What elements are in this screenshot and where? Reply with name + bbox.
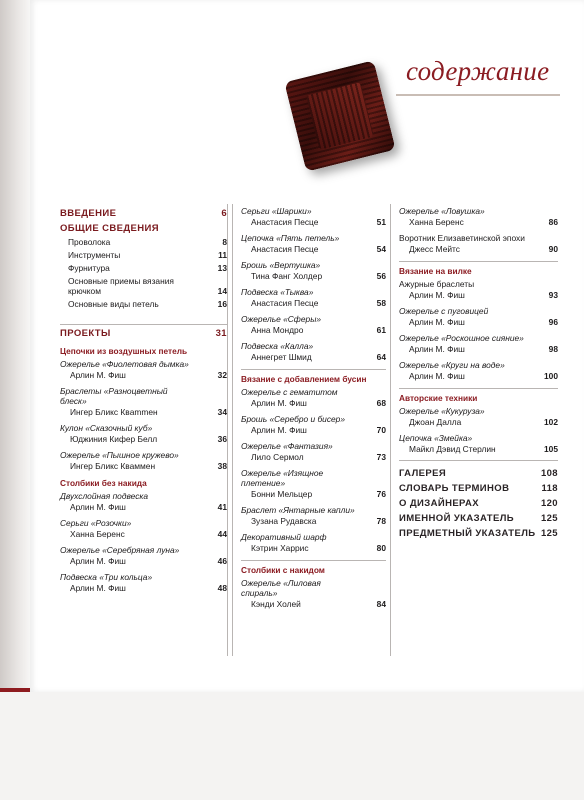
page-number: 90 [548, 244, 558, 254]
entry-author-row [251, 217, 386, 227]
entry-author-row [251, 425, 386, 435]
entry-author-row [409, 344, 558, 354]
entry-title: Брошь «Серебро и бисер» [241, 414, 345, 424]
entry-author: Арлин М. Фиш [70, 502, 126, 512]
entry-title: Браслет «Янтарные капли» [241, 505, 355, 515]
page-title: содержание [406, 56, 550, 86]
entry-author: Ханна Беренс [409, 217, 464, 227]
toc-entry[interactable] [60, 545, 227, 555]
entry-author: Ингер Бликс Кваммен [70, 461, 156, 471]
entry-author-row [251, 543, 386, 553]
entry-author: Арлин М. Фиш [409, 371, 465, 381]
toc-entry[interactable] [399, 360, 558, 370]
entry-author: Ингер Бликс Квammен [70, 407, 158, 417]
page-number: 120 [540, 498, 558, 509]
entry-title: Ожерелье «Круги на воде» [399, 360, 505, 370]
entry-author: Анастасия Песце [251, 217, 319, 227]
toc-entry[interactable] [60, 386, 227, 406]
column-divider [227, 204, 228, 656]
entry-title: Цепочка «Змейка» [399, 433, 473, 443]
toc-entry[interactable] [241, 532, 386, 542]
toc-entry[interactable] [241, 387, 386, 397]
toc-entry[interactable] [241, 441, 386, 451]
entry-author: Джоан Далла [409, 417, 462, 427]
entry-author: Юджиния Кифер Белл [70, 434, 158, 444]
entry-title: Фурнитура [68, 263, 110, 273]
entry-title: Серьги «Шарики» [241, 206, 312, 216]
entry-author: Джесс Мейтс [409, 244, 460, 254]
entry-title: Инструменты [68, 250, 121, 260]
entry-title: Серьги «Розочки» [60, 518, 132, 528]
entry-author-row [409, 417, 558, 427]
toc-section-intro[interactable] [60, 208, 227, 219]
entry-author: Анна Мондро [251, 325, 304, 335]
entry-title: Основные виды петель [68, 299, 159, 309]
page-number: 56 [376, 271, 386, 281]
toc-section-general [60, 223, 227, 234]
entry-title: Ожерелье «Пышное кружево» [60, 450, 179, 460]
entry-title: Основные приемы вязания крючком [68, 276, 174, 296]
scan-margin [0, 692, 584, 800]
entry-author-row [70, 502, 227, 512]
page-number: 80 [376, 543, 386, 553]
entry-author-row [251, 452, 386, 462]
page-number: 64 [376, 352, 386, 362]
page-number: 78 [376, 516, 386, 526]
entry-author-row [409, 290, 558, 300]
toc-entry[interactable] [68, 263, 227, 273]
page-number: 6 [221, 208, 227, 219]
section-title: ОБЩИЕ СВЕДЕНИЯ [60, 223, 159, 234]
toc-entry[interactable] [60, 491, 227, 501]
page-number: 58 [376, 298, 386, 308]
toc-section-gallery[interactable] [399, 468, 558, 479]
entry-title: Ожерелье «Фантазия» [241, 441, 333, 451]
book-spine-shadow [0, 0, 30, 692]
toc-section-glossary[interactable] [399, 483, 558, 494]
toc-entry[interactable] [60, 359, 227, 369]
page-number: 46 [217, 556, 227, 566]
toc-entry[interactable] [241, 341, 386, 351]
entry-title: Ожерелье «Роскошное сияние» [399, 333, 524, 343]
entry-title: Ожерелье «Серебряная луна» [60, 545, 180, 555]
toc-entry[interactable] [241, 468, 386, 488]
entry-author: Арлин М. Фиш [251, 398, 307, 408]
entry-author-row [70, 407, 227, 417]
page-number: 61 [376, 325, 386, 335]
page-number: 38 [217, 461, 227, 471]
page-number: 68 [376, 398, 386, 408]
entry-author-row [251, 325, 386, 335]
entry-author-row [251, 489, 386, 499]
page-number: 70 [376, 425, 386, 435]
toc-entry[interactable] [241, 206, 386, 216]
entry-title: Декоративный шарф [241, 532, 327, 542]
page-number: 32 [217, 370, 227, 380]
toc-entry[interactable] [60, 450, 227, 460]
toc-entry[interactable] [241, 578, 386, 598]
page-number: 98 [548, 344, 558, 354]
entry-author-row [251, 516, 386, 526]
page-number: 31 [215, 328, 227, 339]
section-title: ГАЛЕРЕЯ [399, 468, 447, 479]
entry-author: Арлин М. Фиш [70, 583, 126, 593]
toc-entry[interactable] [241, 287, 386, 297]
entry-author-row [251, 352, 386, 362]
entry-title: Ожерелье с пуговицей [399, 306, 489, 316]
page-number: 44 [217, 529, 227, 539]
entry-title: Цепочка «Пять петель» [241, 233, 340, 243]
toc-section-subject-index[interactable] [399, 528, 558, 539]
entry-title: Кулон «Сказочный куб» [60, 423, 153, 433]
entry-author: Анастасия Песце [251, 244, 319, 254]
entry-author: Аннегрет Шмид [251, 352, 312, 362]
toc-section-projects[interactable] [60, 324, 227, 339]
toc-entry[interactable] [68, 250, 227, 260]
subsection-title: Столбики с накидом [241, 560, 386, 575]
page-number: 125 [540, 513, 558, 524]
entry-author: Ханна Беренс [70, 529, 125, 539]
entry-author: Арлин М. Фиш [409, 290, 465, 300]
entry-author-row [251, 271, 386, 281]
page-number: 36 [217, 434, 227, 444]
toc-entry[interactable] [68, 299, 227, 309]
page-number: 105 [544, 444, 558, 454]
entry-author: Тина Фанг Холдер [251, 271, 323, 281]
entry-author: Кэтрин Харрис [251, 543, 309, 553]
toc-entry[interactable] [399, 433, 558, 443]
subsection-title: Вязание с добавлением бусин [241, 369, 386, 384]
entry-title: Воротник Елизаветинской эпохи [399, 233, 525, 243]
entry-author-row [70, 461, 227, 471]
back-matter [399, 460, 558, 539]
entry-author: Арлин М. Фиш [70, 370, 126, 380]
entry-title: Ожерелье «Кукуруза» [399, 406, 485, 416]
entry-author-row [70, 370, 227, 380]
entry-author: Анастасия Песце [251, 298, 319, 308]
entry-title: Ажурные браслеты [399, 279, 475, 289]
page-number: 102 [544, 417, 558, 427]
entry-author-row [70, 556, 227, 566]
toc-entry[interactable] [399, 333, 558, 343]
page-number: 93 [548, 290, 558, 300]
entry-author: Зузана Рудавска [251, 516, 317, 526]
entry-title: Ожерелье «Изящное плетение» [241, 468, 324, 488]
page-number: 11 [218, 250, 227, 260]
section-title: О ДИЗАЙНЕРАХ [399, 498, 479, 509]
toc-entry[interactable] [399, 406, 558, 416]
section-title: СЛОВАРЬ ТЕРМИНОВ [399, 483, 510, 494]
entry-title: Ожерелье с гематитом [241, 387, 338, 397]
section-title: ИМЕННОЙ УКАЗАТЕЛЬ [399, 513, 514, 524]
entry-author: Арлин М. Фиш [409, 317, 465, 327]
page-number: 100 [544, 371, 558, 381]
subsection-title: Вязание на вилке [399, 261, 558, 276]
subsection-title: Цепочки из воздушных петель [60, 346, 188, 356]
entry-title: Брошь «Вертушка» [241, 260, 321, 270]
entry-author-row [409, 217, 558, 227]
toc-entry[interactable] [241, 314, 386, 324]
toc-entry[interactable] [241, 505, 386, 515]
entry-author-row [251, 244, 386, 254]
entry-title: Подвеска «Три кольца» [60, 572, 153, 582]
entry-title: Ожерелье «Сферы» [241, 314, 322, 324]
page-number: 84 [376, 599, 386, 609]
entry-author: Кэнди Холей [251, 599, 301, 609]
toc-entry[interactable] [241, 414, 386, 424]
entry-title: Ожерелье «Фиолетовая дымка» [60, 359, 189, 369]
entry-title: Двухслойная подвеска [60, 491, 149, 501]
page-number: 8 [222, 237, 227, 247]
toc-entry[interactable] [241, 233, 386, 243]
subsection-title: Авторские техники [399, 388, 558, 403]
toc-section-name-index[interactable] [399, 513, 558, 524]
entry-title: Проволока [68, 237, 111, 247]
entry-author: Арлин М. Фиш [409, 344, 465, 354]
entry-author-row [70, 434, 227, 444]
toc-entry[interactable] [399, 306, 558, 316]
page-number: 108 [540, 468, 558, 479]
page-number: 73 [376, 452, 386, 462]
page-number: 76 [376, 489, 386, 499]
section-title: ВВЕДЕНИЕ [60, 208, 117, 219]
entry-author-row [409, 317, 558, 327]
page-number: 14 [217, 286, 227, 296]
entry-author-row [409, 371, 558, 381]
toc-entry[interactable] [399, 206, 558, 216]
page-number: 51 [376, 217, 386, 227]
entry-author: Бонни Мельцер [251, 489, 313, 499]
subsection-title: Столбики без накида [60, 478, 147, 488]
entry-author: Арлин М. Фиш [251, 425, 307, 435]
toc-entry[interactable] [399, 233, 558, 243]
page-number: 125 [540, 528, 558, 539]
page-number: 13 [217, 263, 227, 273]
entry-author-row [70, 529, 227, 539]
title-underline [396, 94, 560, 96]
toc-column-1 [60, 204, 227, 656]
page-number: 118 [541, 483, 558, 494]
toc-section-designers[interactable] [399, 498, 558, 509]
entry-author: Майкл Дэвид Стерлин [409, 444, 496, 454]
section-title: ПРОЕКТЫ [60, 328, 111, 339]
entry-author: Лило Сермол [251, 452, 304, 462]
entry-title: Подвеска «Тыква» [241, 287, 314, 297]
entry-title: Подвеска «Калла» [241, 341, 314, 351]
toc-entry[interactable] [60, 572, 227, 582]
toc-entry[interactable] [241, 260, 386, 270]
page-number: 34 [217, 407, 227, 417]
entry-author-row [251, 398, 386, 408]
page-number: 41 [217, 502, 227, 512]
toc-entry[interactable] [68, 276, 227, 296]
toc-column-2 [232, 204, 386, 656]
entry-title: Ожерелье «Лиловая спираль» [241, 578, 321, 598]
entry-author-row [70, 583, 227, 593]
toc-entry[interactable] [60, 423, 227, 433]
section-title: ПРЕДМЕТНЫЙ УКАЗАТЕЛЬ [399, 528, 536, 539]
toc-entry[interactable] [68, 237, 227, 247]
page-number: 48 [217, 583, 227, 593]
page-number: 86 [548, 217, 558, 227]
entry-author-row [409, 444, 558, 454]
entry-title: Ожерелье «Ловушка» [399, 206, 485, 216]
toc-column-3 [390, 204, 558, 656]
entry-author-row [251, 599, 386, 609]
brooch-center [306, 82, 374, 150]
entry-author-row [409, 244, 558, 254]
entry-title: Браслеты «Разноцветный блеск» [60, 386, 168, 406]
entry-author-row [251, 298, 386, 308]
page-number: 16 [217, 299, 227, 309]
toc-entry[interactable] [399, 279, 558, 289]
page-number: 54 [376, 244, 386, 254]
page-number: 96 [548, 317, 558, 327]
entry-author: Арлин М. Фиш [70, 556, 126, 566]
toc-entry[interactable] [60, 518, 227, 528]
